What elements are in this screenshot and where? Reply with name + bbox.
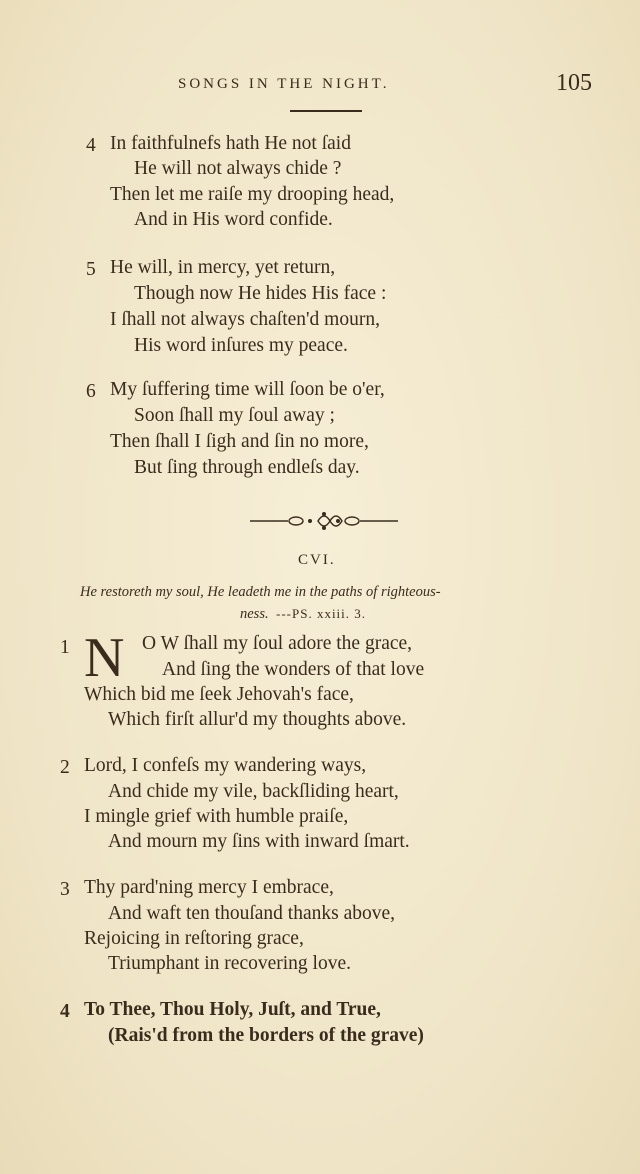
verse-line: I mingle grief with humble praiſe, xyxy=(84,806,349,827)
stanza-number: 4 xyxy=(86,135,96,156)
page-number: 105 xyxy=(556,70,592,96)
stanza-number: 5 xyxy=(86,259,96,280)
verse-line: And ſing the wonders of that love xyxy=(162,659,425,680)
verse-line: To Thee, Thou Holy, Juſt, and True, xyxy=(84,999,381,1020)
scripture-reference: ---PS. xxiii. 3. xyxy=(276,606,367,621)
stanza-number: 1 xyxy=(60,637,70,658)
ornament-divider xyxy=(248,510,400,532)
header-rule xyxy=(290,110,362,112)
verse-line: Soon ſhall my ſoul away ; xyxy=(134,405,335,426)
verse-line: And waft ten thouſand thanks above, xyxy=(108,903,396,924)
verse-line: Which bid me ſeek Jehovah's face, xyxy=(84,684,354,705)
hymn-number: CVI. xyxy=(298,552,336,568)
verse-line: Triumphant in recovering love. xyxy=(108,953,351,974)
page-header xyxy=(0,70,640,100)
verse-line: Lord, I confeſs my wandering ways, xyxy=(84,755,367,776)
verse-line: Then let me raiſe my drooping head, xyxy=(110,184,395,205)
drop-cap: N xyxy=(84,627,125,689)
running-title: SONGS IN THE NIGHT. xyxy=(178,76,390,92)
verse-line: Which firſt allur'd my thoughts above. xyxy=(108,709,407,730)
verse-line: Rejoicing in reſtoring grace, xyxy=(84,928,304,949)
verse-line: He will not always chide ? xyxy=(134,158,342,179)
stanza-number: 2 xyxy=(60,757,70,778)
verse-line: My ſuffering time will ſoon be o'er, xyxy=(110,379,385,400)
verse-line: Thy pard'ning mercy I embrace, xyxy=(84,877,334,898)
verse-line: Then ſhall I ſigh and ſin no more, xyxy=(110,431,369,452)
verse-line: And in His word confide. xyxy=(134,209,333,230)
stanza-number: 4 xyxy=(60,1001,70,1022)
verse-line: And mourn my ſins with inward ſmart. xyxy=(108,831,410,852)
verse-line: Though now He hides His face : xyxy=(134,283,387,304)
verse-line: But ſing through endleſs day. xyxy=(134,457,360,478)
verse-line: In faithfulnefs hath He not ſaid xyxy=(110,133,351,154)
stanza-number: 3 xyxy=(60,879,70,900)
epigraph-line: ness. xyxy=(240,606,269,622)
verse-line: I ſhall not always chaſten'd mourn, xyxy=(110,309,380,330)
verse-line: O W ſhall my ſoul adore the grace, xyxy=(142,633,413,654)
stanza-number: 6 xyxy=(86,381,96,402)
verse-line: (Rais'd from the borders of the grave) xyxy=(108,1025,424,1046)
verse-line: And chide my vile, backſliding heart, xyxy=(108,781,399,802)
verse-line: He will, in mercy, yet return, xyxy=(110,257,336,278)
verse-line: His word inſures my peace. xyxy=(134,335,348,356)
epigraph-line: He restoreth my soul, He leadeth me in the paths of righteous- xyxy=(80,584,441,600)
